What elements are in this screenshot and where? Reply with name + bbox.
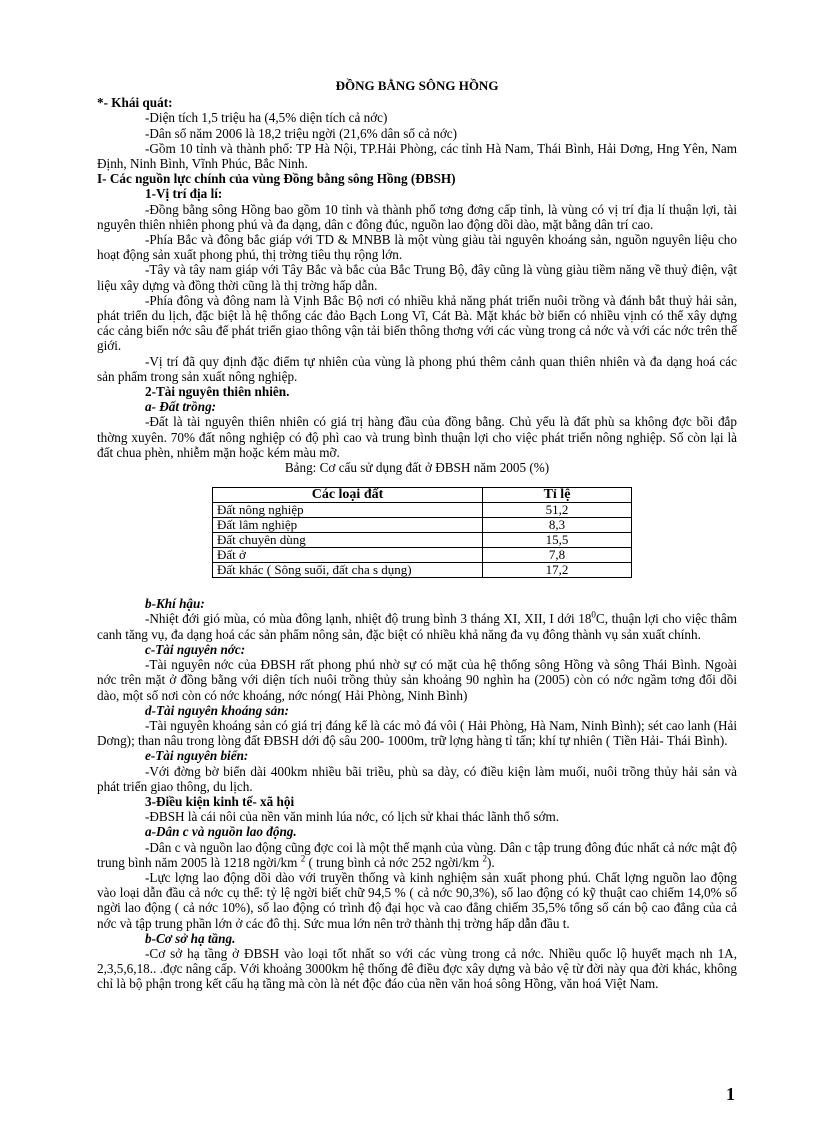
superscript: 2 xyxy=(300,853,306,864)
superscript: 0 xyxy=(591,610,596,621)
table-cell: 15,5 xyxy=(483,533,632,548)
paragraph: -Đất là tài nguyên thiên nhiên có giá trị hàng đầu của đồng bằng. Chủ yếu là đất phù sa không đợc bồi đắp thờng xuyên. 70% đất nông nghiệp có độ phì cao và trung bình thuận lợi cho việc phát triển nông nghiệp. Số còn lại là đất chua phèn, nhiễm mặn hoặc kém màu mỡ. xyxy=(97,414,737,460)
paragraph: -Phía Bắc và đông bắc giáp với TD & MNBB là một vùng giàu tài nguyên khoáng sản, nguồn nguyên liệu cho hoạt động sản xuất phong phú, thị trờng tiêu thụ rộng lớn. xyxy=(97,232,737,263)
land-use-table xyxy=(212,487,632,578)
item-heading: b-Khí hậu: xyxy=(145,596,205,612)
text-run: ( trung bình cả nớc 252 ngời/km xyxy=(305,854,483,870)
item-heading: e-Tài nguyên biển: xyxy=(145,748,249,764)
khai-quat-line: -Diện tích 1,5 triệu ha (4,5% diện tích cả nớc) xyxy=(145,110,388,126)
item-heading: c-Tài nguyên nớc: xyxy=(145,641,246,657)
khai-quat-line: -Gồm 10 tỉnh và thành phố: TP Hà Nội, TP.Hải Phòng, các tỉnh Hà Nam, Thái Bình, Hải Dơng, Hng Yên, Nam Định, Ninh Bình, Vĩnh Phúc, Bắc Ninh. xyxy=(97,140,737,172)
paragraph: -Tài nguyên khoáng sản có giá trị đáng kể là các mỏ đá vôi ( Hải Phòng, Hà Nam, Ninh Bình); sét cao lanh (Hải Dơng); than nâu trong lòng đất ĐBSH dới độ sâu 200- 1000m, trữ lợng hàng tỉ tấn; khí tự nhiên ( Tiền Hải- Thái Bình). xyxy=(97,717,737,749)
table-cell: Đất lâm nghiệp xyxy=(213,518,483,533)
table-row xyxy=(213,563,632,578)
text-run: C, thuận lợi cho việc thâm canh tăng vụ, đa dạng hoá các sản phẩm nông sản, đặc biệt có nhiều khả năng đa vụ đông thành vụ sản xuất chính. xyxy=(97,611,737,642)
table-row xyxy=(213,518,632,533)
table-row xyxy=(213,548,632,563)
paragraph: -Cơ sở hạ tầng ở ĐBSH vào loại tốt nhất so với các vùng trong cả nớc. Nhiều quốc lộ huyết mạch nh 1A, 2,3,5,6,18.. .đợc nâng cấp. Với khoảng 3000km hệ thống đê điều đợc xây dựng và bảo vệ từ đời này qua đời khác, không chỉ là bộ phận trong kết cấu hạ tầng mà còn là nét độc đáo của nền văn hoá sông Hồng, văn hoá Việt Nam. xyxy=(97,945,737,992)
khai-quat-line: -Dân số năm 2006 là 18,2 triệu ngời (21,6% dân số cả nớc) xyxy=(145,125,458,141)
text-run: ). xyxy=(487,854,495,870)
paragraph: -Lực lợng lao động dồi dào với truyền thống và kinh nghiệm sản xuất phong phú. Chất lợng nguồn lao động vào loại dẫn đầu cả nớc cụ thể: tỷ lệ ngời biết chữ 94,5 % ( cả nớc 90,3%), số lao động có kỹ thuật cao chiếm 14,0% số ngời lao động ( cả nớc 10%), số lao động có trình độ đại học và cao đẳng chiếm 35,5% tổng số cán bộ cao đẳng của cả nớc và tập trung phần lớn ở các đô thị. Sức mua lớn nên trở thành thị trờng hấp dẫn đầu t. xyxy=(97,869,737,931)
paragraph xyxy=(97,611,737,641)
subsection-heading: 1-Vị trí địa lí: xyxy=(145,186,223,202)
paragraph: -Tài nguyên nớc của ĐBSH rất phong phú nhờ sự có mặt của hệ thống sông Hồng và sông Thái Bình. Ngoài nớc trên mặt ở đồng bằng với diện tích nuôi trồng thủy sản khoảng 90 nghìn ha (2005) còn có nớc ngầm tơng đối dồi dào, một số nơi còn có nớc khoáng, nớc nóng( Hải Phòng, Ninh Bình) xyxy=(97,657,737,703)
table-cell: Đất nông nghiệp xyxy=(213,503,483,518)
page-number: 1 xyxy=(726,1084,735,1104)
subsection-heading: 3-Điều kiện kinh tế- xã hội xyxy=(145,793,295,809)
table-cell: 17,2 xyxy=(483,563,632,578)
table-header: Tỉ lệ xyxy=(483,488,632,503)
paragraph: -Với đờng bờ biển dài 400km nhiều bãi triều, phù sa dày, có điều kiện làm muối, nuôi trồng thủy hải sản và phát triển giao thông, du lịch. xyxy=(97,763,737,794)
section-heading: I- Các nguồn lực chính của vùng Đồng bằng sông Hồng (ĐBSH) xyxy=(97,171,456,187)
item-heading: a-Dân c và nguồn lao động. xyxy=(145,824,297,840)
paragraph: -Vị trí đã quy định đặc điểm tự nhiên của vùng là phong phú thêm cảnh quan thiên nhiên và đa dạng hoá các sản phẩm trong sản xuất nông nghiệp. xyxy=(97,353,737,384)
table-cell: Đất chuyên dùng xyxy=(213,533,483,548)
table-caption: Bảng: Cơ cấu sử dụng đất ở ĐBSH năm 2005 (%) xyxy=(284,460,550,476)
subsection-heading: 2-Tài nguyên thiên nhiên. xyxy=(145,384,290,400)
table-cell: 8,3 xyxy=(483,518,632,533)
table-cell: 51,2 xyxy=(483,503,632,518)
table-cell: 7,8 xyxy=(483,548,632,563)
table-cell: Đất khác ( Sông suối, đất cha s dụng) xyxy=(213,563,483,578)
paragraph: -ĐBSH là cái nôi của nền văn minh lúa nớc, có lịch sử khai thác lãnh thổ sớm. xyxy=(145,809,560,825)
item-heading: a- Đất trồng: xyxy=(145,399,217,415)
text-run: -Nhiệt đới gió mùa, có mùa đông lạnh, nhiệt độ trung bình 3 tháng XI, XII, I dới 18 xyxy=(145,611,592,627)
paragraph: -Phía đông và đông nam là Vịnh Bắc Bộ nơi có nhiều khả năng phát triển nuôi trồng và đánh bắt thuỷ hải sản, phát triển du lịch, đặc biệt là hệ thống các đảo Bạch Long Vĩ, Cát Bà. Mặt khác bờ biển có nhiều vịnh có thể xây dựng các cảng biển nớc sâu để phát triển giao thông vận tải biển thông thơng với các vùng trong cả nớc và với các nớc trên thế giới. xyxy=(97,292,737,354)
table-header: Các loại đất xyxy=(213,488,483,503)
page-title: ĐỒNG BẰNG SÔNG HỒNG xyxy=(335,78,499,93)
paragraph: -Đồng bằng sông Hồng bao gồm 10 tỉnh và thành phố tơng đơng cấp tỉnh, là vùng có vị trí địa lí thuận lợi, tài nguyên thiên nhiên phong phú và đa dạng, dân c đông đúc, nguồn lao động dồi dào, mặt bằng dân trí cao. xyxy=(97,201,737,232)
text-run: -Dân c và nguồn lao động cũng đợc coi là một thế mạnh của vùng. Dân c tập trung đông đúc nhất cả nớc mật độ trung bình năm 2005 là 1218 ngời/km xyxy=(97,839,737,870)
khai-quat-heading: *- Khái quát: xyxy=(97,95,173,111)
superscript: 2 xyxy=(482,853,487,864)
table-header-row xyxy=(213,488,632,503)
paragraph: -Tây và tây nam giáp với Tây Bắc và bắc của Bắc Trung Bộ, đây cũng là vùng giàu tiềm năng về thuỷ điện, vật liệu xây dựng và đồng thời cũng là thị trờng hấp dẫn. xyxy=(97,262,737,293)
table-row xyxy=(213,533,632,548)
item-heading: d-Tài nguyên khoáng sản: xyxy=(145,702,289,718)
item-heading: b-Cơ sở hạ tầng. xyxy=(145,930,236,946)
table-row xyxy=(213,503,632,518)
document-page xyxy=(97,78,737,992)
paragraph xyxy=(97,840,737,870)
table-cell: Đất ở xyxy=(213,548,483,563)
